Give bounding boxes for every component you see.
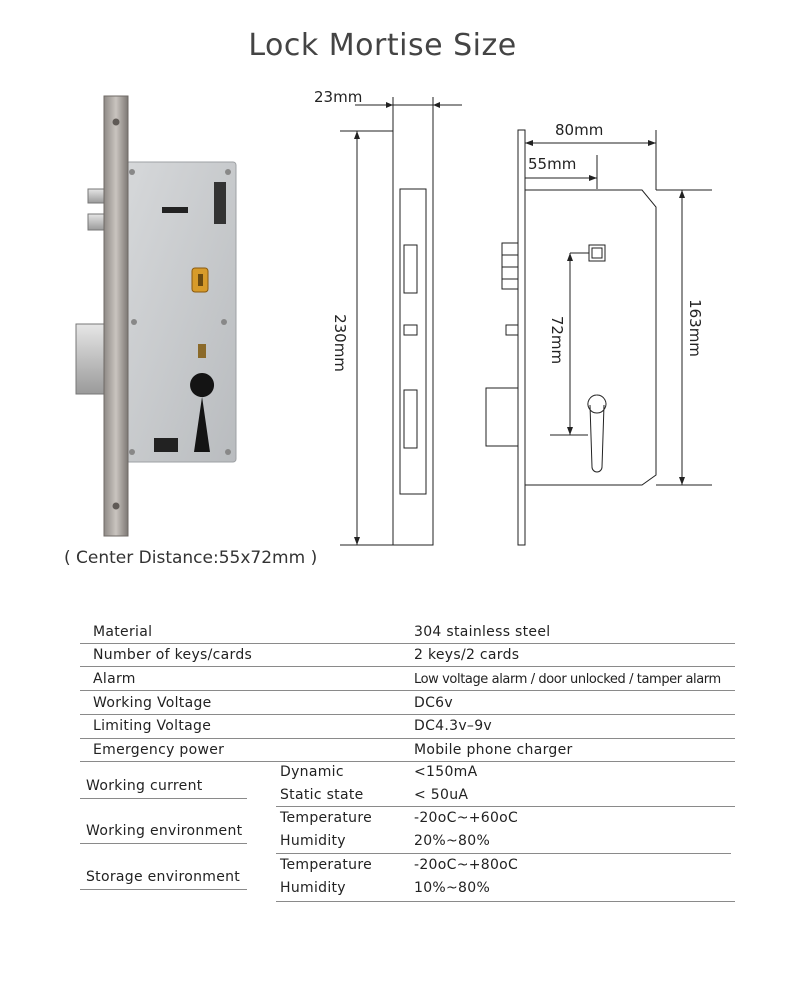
- spec-value-material: 304 stainless steel: [414, 624, 551, 640]
- spec-label-emergency-power: Emergency power: [93, 742, 225, 758]
- spec-value-emergency-power: Mobile phone charger: [414, 742, 573, 758]
- dimension-drawing: [300, 85, 740, 555]
- group-underline: [80, 889, 247, 890]
- spec-value-humidity: 20%~80%: [414, 833, 491, 849]
- lock-mortise-photo: [74, 92, 244, 542]
- row-divider: [80, 738, 735, 739]
- page-title: Lock Mortise Size: [248, 28, 517, 63]
- group-underline: [80, 798, 247, 799]
- row-divider: [80, 690, 735, 691]
- spec-sub-static-state: Static state: [280, 787, 364, 803]
- dim-23mm: 23mm: [314, 88, 363, 106]
- row-divider: [276, 853, 731, 854]
- spec-sub-temperature: Temperature: [280, 857, 372, 873]
- row-divider: [276, 901, 735, 902]
- spec-table: [0, 612, 800, 912]
- dim-72mm: 72mm: [548, 315, 566, 365]
- front-view: [486, 130, 656, 545]
- spec-value-alarm: Low voltage alarm / door unlocked / tamper alarm: [414, 672, 721, 687]
- dim-55mm: 55mm: [528, 155, 577, 173]
- spec-value-limiting-voltage: DC4.3v–9v: [414, 718, 492, 734]
- spec-value-temperature: -20oC~+60oC: [414, 810, 519, 826]
- spec-sub-temperature: Temperature: [280, 810, 372, 826]
- spec-label-working-current: Working current: [86, 778, 203, 794]
- spec-value-humidity: 10%~80%: [414, 880, 491, 896]
- spec-value-temperature: -20oC~+80oC: [414, 857, 519, 873]
- spec-label-keys: Number of keys/cards: [93, 647, 253, 663]
- spec-label-alarm: Alarm: [93, 671, 136, 687]
- spec-label-storage-environment: Storage environment: [86, 869, 241, 885]
- spec-value-working-voltage: DC6v: [414, 695, 453, 711]
- center-distance-caption: ( Center Distance:55x72mm ): [64, 548, 318, 568]
- row-divider: [80, 714, 735, 715]
- row-divider: [80, 666, 735, 667]
- spec-label-working-voltage: Working Voltage: [93, 695, 212, 711]
- spec-label-working-environment: Working environment: [86, 823, 243, 839]
- spec-sub-dynamic: Dynamic: [280, 764, 344, 780]
- spec-value-keys: 2 keys/2 cards: [414, 647, 520, 663]
- spec-value-static-state: < 50uA: [414, 787, 469, 803]
- dim-163mm: 163mm: [686, 299, 704, 357]
- dim-80mm: 80mm: [555, 121, 604, 139]
- row-divider: [276, 806, 735, 807]
- spec-sub-humidity: Humidity: [280, 880, 346, 896]
- spec-label-material: Material: [93, 624, 153, 640]
- spec-sub-humidity: Humidity: [280, 833, 346, 849]
- group-underline: [80, 843, 247, 844]
- row-divider: [80, 643, 735, 644]
- spec-value-dynamic: <150mA: [414, 764, 478, 780]
- dim-230mm: 230mm: [331, 314, 349, 372]
- row-divider: [80, 761, 735, 762]
- side-view: [393, 105, 433, 545]
- spec-label-limiting-voltage: Limiting Voltage: [93, 718, 212, 734]
